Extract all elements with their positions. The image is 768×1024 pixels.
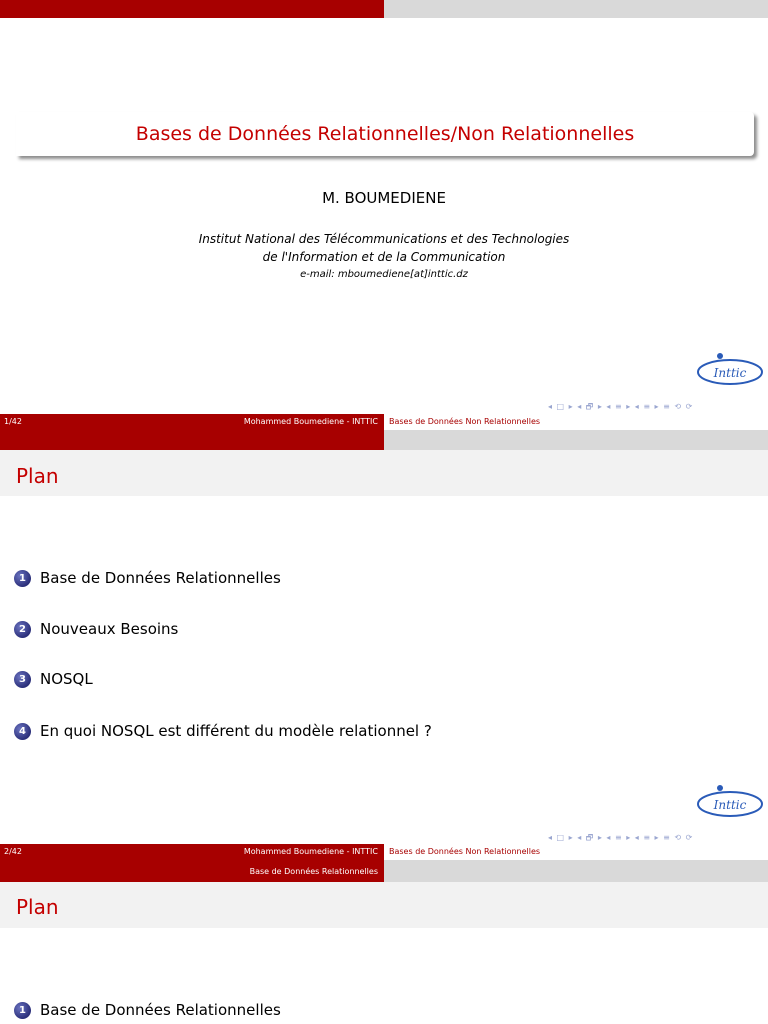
- frame-title-bar: [0, 882, 768, 928]
- toc-item[interactable]: [14, 569, 281, 587]
- toc-item-label: Base de Données Relationnelles: [40, 569, 281, 587]
- header-bar-right: [384, 0, 768, 18]
- section-header: Base de Données Relationnelles: [249, 867, 378, 876]
- navigation-symbols-icon[interactable]: ◂ □ ▸ ◂ 🗗 ▸ ◂ ≡ ▸ ◂ ≡ ▸ ≡ ⟲ ⟳: [548, 402, 694, 411]
- toc-item-label: Base de Données Relationnelles: [40, 1001, 281, 1019]
- title-box: [16, 112, 754, 156]
- header-bar-left: [0, 0, 384, 18]
- presentation-title: Bases de Données Relationnelles/Non Relationnelles: [135, 123, 635, 145]
- footer-page-number: 2/42: [4, 847, 22, 856]
- toc-item-label: En quoi NOSQL est différent du modèle relationnel ?: [40, 722, 432, 740]
- footer-course: Bases de Données Non Relationnelles: [389, 417, 541, 426]
- bullet-number-icon: 1: [14, 570, 31, 587]
- email: e-mail: mboumediene[at]inttic.dz: [300, 269, 468, 280]
- footer-author: Mohammed Boumediene - INTTIC: [243, 847, 378, 856]
- institute-line-2: de l'Information et de la Communication: [262, 250, 506, 264]
- header-bar-right: [384, 860, 768, 882]
- bullet-number-icon: 3: [14, 671, 31, 688]
- header-bar-right: [384, 430, 768, 450]
- logo-text: Inttic: [713, 798, 747, 812]
- inttic-logo-icon: [696, 782, 764, 818]
- toc-item[interactable]: [14, 1001, 281, 1019]
- footer-course: Bases de Données Non Relationnelles: [389, 847, 541, 856]
- toc-item[interactable]: [14, 722, 432, 740]
- navigation-symbols-icon[interactable]: ◂ □ ▸ ◂ 🗗 ▸ ◂ ≡ ▸ ◂ ≡ ▸ ≡ ⟲ ⟳: [548, 833, 694, 842]
- inttic-logo-icon: [696, 350, 764, 386]
- bullet-number-icon: 2: [14, 621, 31, 638]
- footer-author: Mohammed Boumediene - INTTIC: [243, 417, 378, 426]
- frame-title-bar: [0, 450, 768, 496]
- institute-line-1: Institut National des Télécommunications et des Technologies: [198, 232, 570, 246]
- toc-item-label: Nouveaux Besoins: [40, 620, 179, 638]
- frame-title: Plan: [16, 464, 59, 488]
- header-bar-left: [0, 430, 384, 450]
- logo-text: Inttic: [713, 366, 747, 380]
- bullet-number-icon: 1: [14, 1002, 31, 1019]
- toc-item[interactable]: [14, 620, 178, 638]
- toc-item[interactable]: [14, 670, 93, 688]
- toc-item-label: NOSQL: [40, 670, 93, 688]
- author: M. BOUMEDIENE: [322, 189, 446, 207]
- bullet-number-icon: 4: [14, 723, 31, 740]
- footer-page-number: 1/42: [4, 417, 22, 426]
- frame-title: Plan: [16, 895, 59, 919]
